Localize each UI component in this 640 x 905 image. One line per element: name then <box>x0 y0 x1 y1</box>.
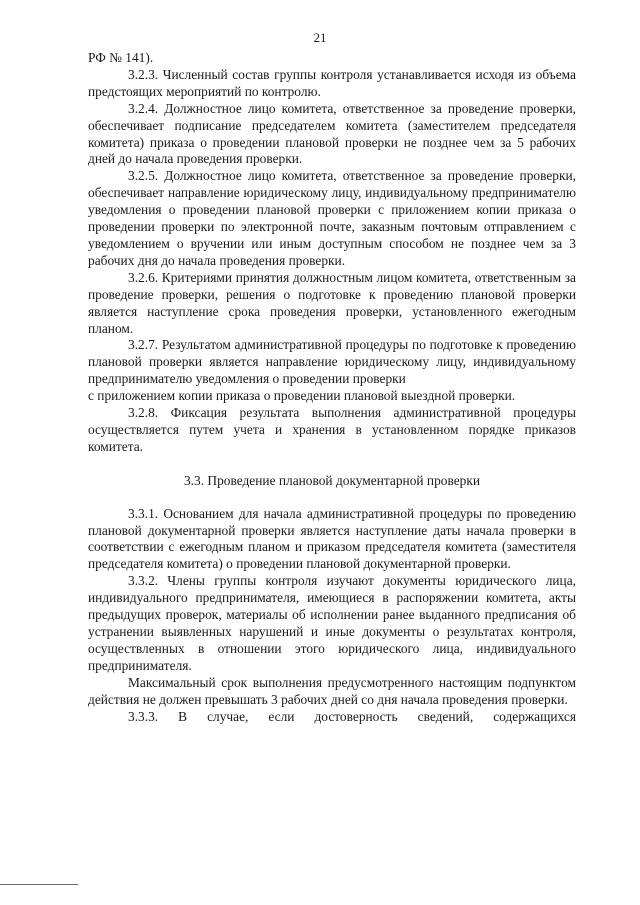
paragraph-3-2-4: 3.2.4. Должностное лицо комитета, ответственное за проведение проверки, обеспечивает подписание председателем комитета (заместителем председателя комитета) приказа о проведении плановой проверки не позднее чем за 5 рабочих дней до начала проведения проверки. <box>88 100 576 167</box>
paragraph-3-2-7: 3.2.7. Результатом административной процедуры по подготовке к проведению плановой проверки является направление юридическому лицу, индивидуальному предпринимателю уведомления о проведении проверки <box>88 337 576 387</box>
document-body <box>88 50 576 725</box>
paragraph-max-term: Максимальный срок выполнения предусмотренного настоящим подпунктом действия не должен превышать 3 рабочих дней со дня начала проведения проверки. <box>88 674 576 707</box>
section-heading-3-3: 3.3. Проведение плановой документарной проверки <box>183 472 481 488</box>
paragraph-3-3-1: 3.3.1. Основанием для начала административной процедуры по проведению плановой документарной проверки является наступление даты начала проверки в соответствии с ежегодным планом и приказом председателя комитета (заместителя председателя комитета) о проведении плановой документарной проверки. <box>88 505 576 572</box>
paragraph-3-2-8: 3.2.8. Фиксация результата выполнения административной процедуры осуществляется путем учета и хранения в установленном порядке приказов комитета. <box>88 405 576 454</box>
paragraph-continuation: РФ № 141). <box>88 50 154 65</box>
paragraph-3-2-7-continued: с приложением копии приказа о проведении плановой выездной проверки. <box>88 388 516 404</box>
paragraph-3-2-6: 3.2.6. Критериями принятия должностным лицом комитета, ответственным за проведение проверки, решения о подготовке к проведению плановой проверки является наступление срока проведения проверки, установленного ежегодным планом. <box>88 269 576 336</box>
paragraph-3-2-3: 3.2.3. Численный состав группы контроля устанавливается исходя из объема предстоящих мероприятий по контролю. <box>88 66 576 99</box>
page-number: 21 <box>313 30 327 45</box>
paragraph-3-2-5: 3.2.5. Должностное лицо комитета, ответственное за проведение проверки, обеспечивает направление юридическому лицу, индивидуальному предпринимателю уведомления о проведении плановой проверки с приложением копии приказа о проведении проверки по электронной почте, заказным почтовым отправлением с уведомлением о вручении или иным доступным способом не позднее чем за 3 рабочих дня до начала проведения проверки. <box>88 168 576 268</box>
paragraph-3-3-3: 3.3.3. В случае, если достоверность сведений, содержащихся <box>128 708 576 724</box>
paragraph-3-3-2: 3.3.2. Члены группы контроля изучают документы юридического лица, индивидуального предпринимателя, имеющиеся в распоряжении комитета, акты предыдущих проверок, материалы об исполнении ранее выданного предписания об устранении выявленных нарушений и иные документы о результатах контроля, осуществленных в отношении этого юридического лица, индивидуального предпринимателя. <box>88 573 576 673</box>
footnote-separator <box>0 884 78 885</box>
